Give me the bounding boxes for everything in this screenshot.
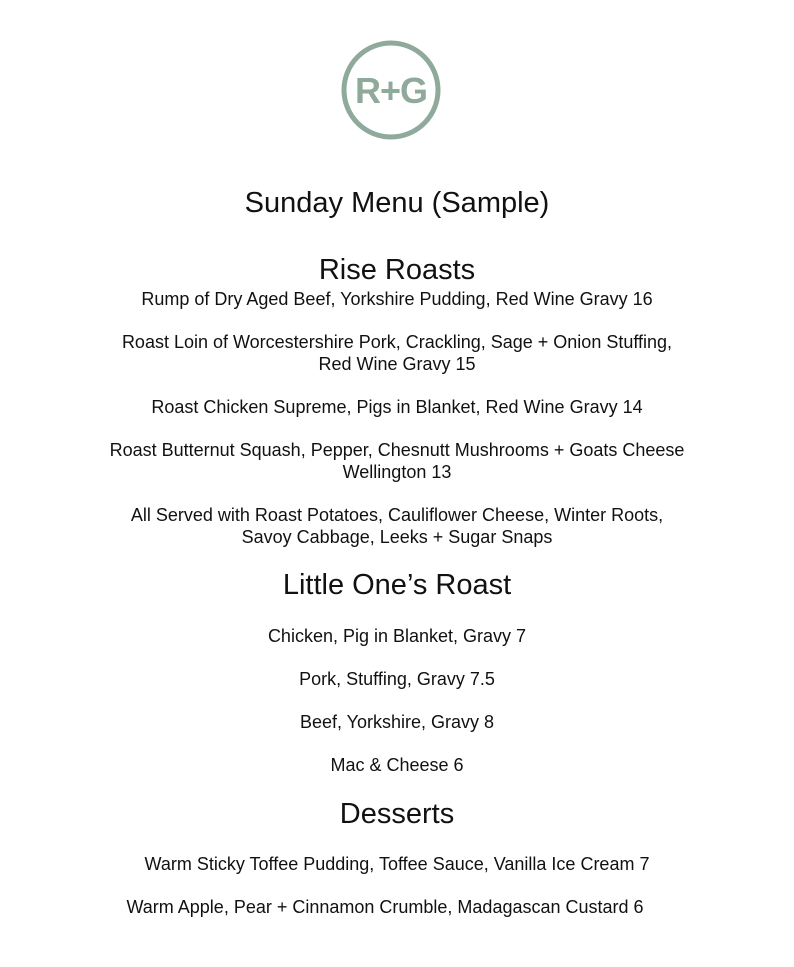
section-heading-desserts: Desserts [339, 798, 455, 830]
menu-title: Sunday Menu (Sample) [244, 187, 550, 219]
menu-item-continued: Wellington 13 [342, 462, 452, 482]
menu-item: Beef, Yorkshire, Gravy 8 [299, 712, 495, 732]
section-heading-rise-roasts: Rise Roasts [318, 254, 476, 286]
restaurant-logo [339, 38, 443, 142]
menu-item: Mac & Cheese 6 [330, 755, 464, 775]
menu-item: Warm Apple, Pear + Cinnamon Crumble, Madagascan Custard 6 [126, 897, 644, 917]
menu-note-continued: Savoy Cabbage, Leeks + Sugar Snaps [241, 527, 553, 547]
menu-item: Roast Chicken Supreme, Pigs in Blanket, Red Wine Gravy 14 [151, 397, 643, 417]
menu-item: Pork, Stuffing, Gravy 7.5 [299, 669, 495, 689]
menu-item-continued: Red Wine Gravy 15 [318, 354, 476, 374]
menu-item: Chicken, Pig in Blanket, Gravy 7 [267, 626, 527, 646]
section-heading-little-ones-roast: Little One’s Roast [282, 569, 512, 601]
menu-note: All Served with Roast Potatoes, Cauliflower Cheese, Winter Roots, [130, 505, 664, 525]
menu-item: Rump of Dry Aged Beef, Yorkshire Pudding, Red Wine Gravy 16 [141, 289, 653, 309]
svg-text:R+G: R+G [354, 70, 428, 111]
menu-item: Roast Loin of Worcestershire Pork, Crackling, Sage + Onion Stuffing, [121, 332, 673, 352]
menu-item: Roast Butternut Squash, Pepper, Chesnutt Mushrooms + Goats Cheese [109, 440, 685, 460]
menu-item: Warm Sticky Toffee Pudding, Toffee Sauce, Vanilla Ice Cream 7 [144, 854, 650, 874]
